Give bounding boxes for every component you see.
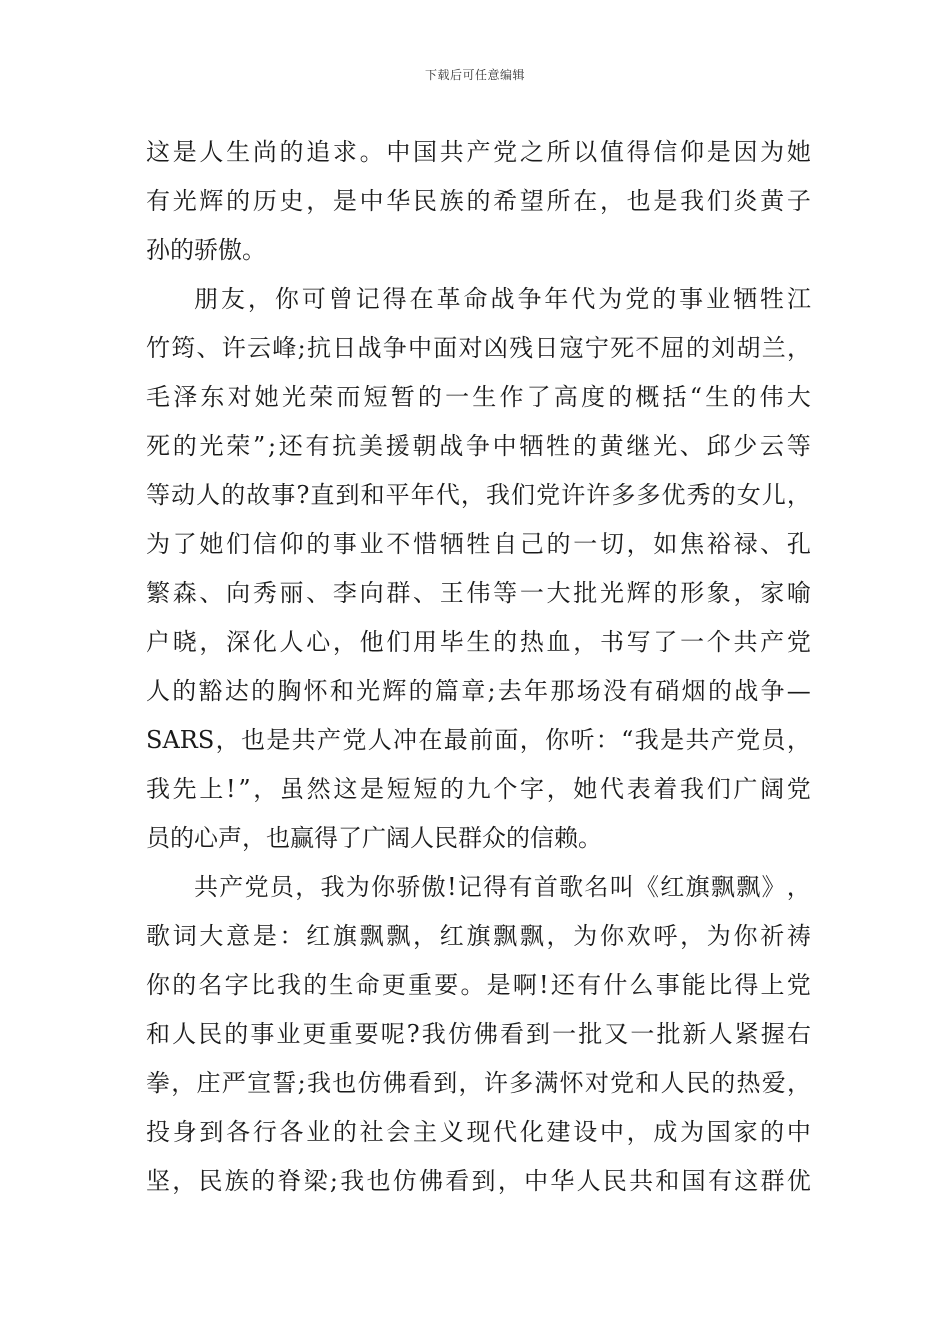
body-line: 孙的骄傲。 bbox=[146, 236, 266, 264]
body-line: 毛 泽 东 对 她 光 荣 而 短 暂 的 一 生 作 了 高 度 的 概 括 “ 生 的 伟 大 bbox=[146, 383, 811, 411]
body-line: 投 身 到 各 行 各 业 的 社 会 主 义 现 代 化 建 设 中 ， 成 为 国 家 的 中 bbox=[146, 1118, 811, 1146]
body-line: 死 的 光 荣 ” ; 还 有 抗 美 援 朝 战 争 中 牺 牲 的 黄 继 光 、 邱 少 云 等 bbox=[146, 432, 811, 460]
page-header: 下载后可任意编辑 bbox=[424, 68, 525, 82]
paragraph-first-line: 朋 友 ， 你 可 曾 记 得 在 革 命 战 争 年 代 为 党 的 事 业 牺 牲 江 bbox=[194, 285, 811, 313]
body-line: 有 光 辉 的 历 史 ， 是 中 华 民 族 的 希 望 所 在 ， 也 是 我 们 炎 黄 子 bbox=[146, 187, 811, 215]
body-line: 户 晓 ， 深 化 人 心 ， 他 们 用 毕 生 的 热 血 ， 书 写 了 一 个 共 产 党 bbox=[146, 628, 811, 656]
body-line: 繁 森 、 向 秀 丽 、 李 向 群 、 王 伟 等 一 大 批 光 辉 的 形 象 ， 家 喻 bbox=[146, 579, 811, 607]
body-line: 和 人 民 的 事 业 更 重 要 呢 ? 我 仿 佛 看 到 一 批 又 一 批 新 人 紧 握 右 bbox=[146, 1020, 811, 1048]
body-line: 你 的 名 字 比 我 的 生 命 更 重 要 。 是 啊 ! 还 有 什 么 事 能 比 得 上 党 bbox=[146, 971, 811, 999]
body-line: 歌 词 大 意 是 ： 红 旗 飘 飘 ， 红 旗 飘 飘 ， 为 你 欢 呼 ， 为 你 祈 祷 bbox=[146, 922, 811, 950]
body-line: 为 了 她 们 信 仰 的 事 业 不 惜 牺 牲 自 己 的 一 切 ， 如 焦 裕 禄 、 孔 bbox=[146, 530, 811, 558]
body-line: SARS ， 也 是 共 产 党 人 冲 在 最 前 面 ， 你 听 ： “ 我 是 共 产 党 员 ， bbox=[146, 726, 811, 754]
body-line: 坚 ， 民 族 的 脊 梁 ; 我 也 仿 佛 看 到 ， 中 华 人 民 共 和 国 有 这 群 优 bbox=[146, 1167, 811, 1195]
body-line: 竹 筠 、 许 云 峰 ; 抗 日 战 争 中 面 对 凶 残 日 寇 宁 死 不 屈 的 刘 胡 兰 ， bbox=[146, 334, 811, 362]
body-line: 这 是 人 生 尚 的 追 求 。 中 国 共 产 党 之 所 以 值 得 信 仰 是 因 为 她 bbox=[146, 138, 811, 166]
body-line: 员的心声，也赢得了广阔人民群众的信赖。 bbox=[146, 824, 602, 852]
document-body bbox=[146, 128, 811, 1206]
body-line: 我 先 上 ! ” ， 虽 然 这 是 短 短 的 九 个 字 ， 她 代 表 着 我 们 广 阔 党 bbox=[146, 775, 811, 803]
body-line: 等 动 人 的 故 事 ? 直 到 和 平 年 代 ， 我 们 党 许 许 多 多 优 秀 的 女 儿 ， bbox=[146, 481, 811, 509]
body-line: 人 的 豁 达 的 胸 怀 和 光 辉 的 篇 章 ; 去 年 那 场 没 有 硝 烟 的 战 争 — bbox=[146, 677, 811, 705]
paragraph-first-line: 共 产 党 员 ， 我 为 你 骄 傲 ! 记 得 有 首 歌 名 叫 《 红 旗 飘 飘 》 ， bbox=[194, 873, 811, 901]
body-line: 拳 ， 庄 严 宣 誓 ; 我 也 仿 佛 看 到 ， 许 多 满 怀 对 党 和 人 民 的 热 爱 ， bbox=[146, 1069, 811, 1097]
